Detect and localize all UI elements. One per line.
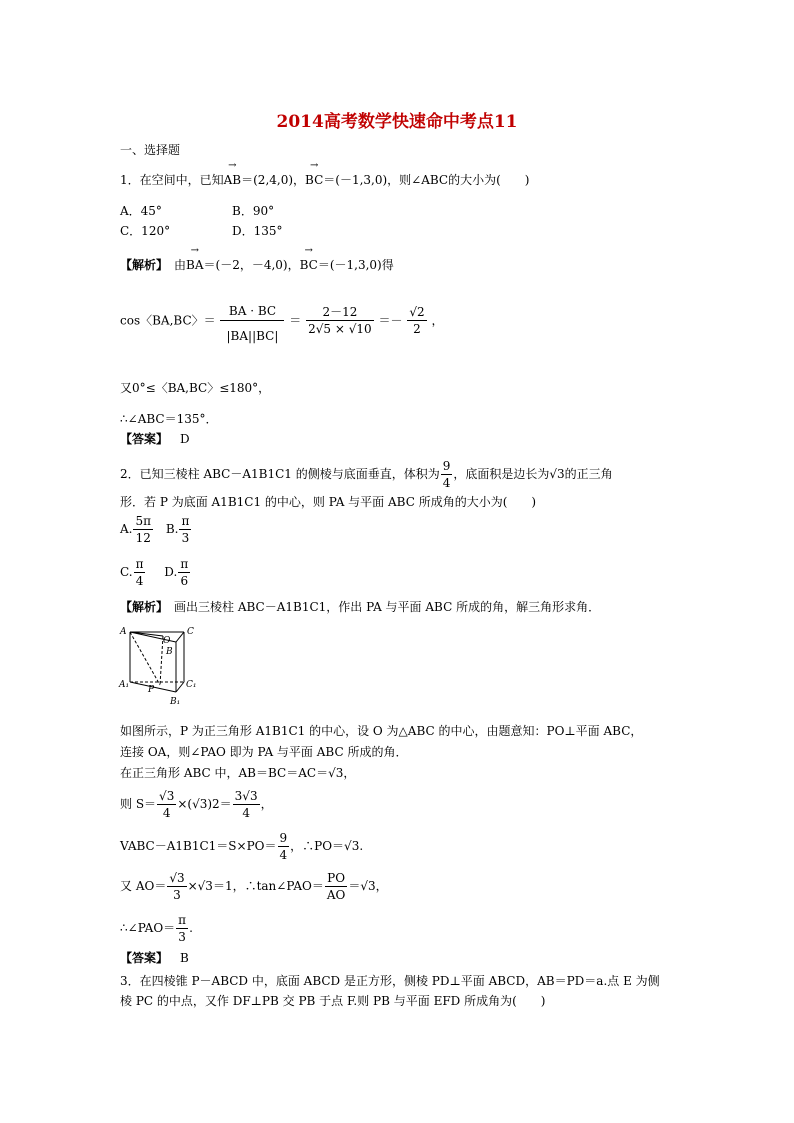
- vector-bc: → BC: [305, 172, 323, 188]
- area-fraction-2: $\frac{3√3}{4}$: [234, 789, 258, 820]
- page-title: 2014高考数学快速命中考点11: [276, 112, 518, 132]
- q2-solution-start: 【解析】 画出三棱柱 ABC－A1B1C1，作出 PA 与平面 ABC 所成的角，解三角形求角．: [120, 600, 601, 614]
- vector-bc-2: → BC: [300, 257, 318, 273]
- q1-options-row2: [120, 223, 283, 239]
- q2-options-row2: C. $\frac{\pi}{4}$ D. $\frac{\pi}{6}$: [120, 557, 189, 588]
- label-a1: A₁: [119, 680, 130, 690]
- cos-fraction-2: $\frac{2-12}{2√5 \times √10}$: [308, 305, 372, 336]
- label-o: O: [163, 636, 171, 646]
- q3-stem-line1: 3．在四棱锥 P－ABCD 中，底面 ABCD 是正方形，侧棱 PD⊥平面 ABCD，AB＝PD＝a.点 E 为侧: [120, 974, 660, 988]
- q2-solution-line7: ∴∠PAO＝ $\frac{\pi}{3}$ .: [120, 913, 193, 944]
- answer-label: 【答案】: [120, 432, 169, 446]
- section-heading: 一、选择题: [120, 143, 181, 157]
- edge-b-c: [176, 632, 184, 642]
- edge-b1-c1: [176, 682, 184, 692]
- q2-stem-line1: 2．已知三棱柱 ABC－A1B1C1 的侧棱与底面垂直，体积为 $\frac{9}{4}$ ，底面积是边长为√3的正三角: [120, 459, 613, 490]
- ao-fraction: $\frac{√3}{3}$: [169, 871, 185, 902]
- volume-fraction: $\frac{9}{4}$: [442, 459, 451, 490]
- answer-value: B: [180, 951, 189, 965]
- cos-fraction-1: $\frac{BA \cdot BC}{|BA||BC|}$: [220, 298, 284, 343]
- q2-option-b: $\frac{\pi}{3}$: [181, 514, 190, 545]
- label-c1: C₁: [186, 680, 197, 690]
- q1-option-c: C．120°: [120, 224, 171, 238]
- q1-range-line: 又0°≤〈BA,BC〉≤180°，: [120, 381, 271, 395]
- q1-cos-equation: cos〈BA,BC〉＝ $\frac{BA \cdot BC}{|BA||BC|}$ ＝ $\frac{2-12}{2√5 \times √10}$ ＝－ $\frac{√2}{2}$ ，: [120, 298, 443, 343]
- q2-stem-line2: 形．若 P 为底面 A1B1C1 的中心，则 PA 与平面 ABC 所成角的大小为( ): [120, 495, 537, 509]
- q1-option-d: D．135°: [232, 224, 283, 238]
- vector-ab: → AB: [224, 172, 241, 188]
- label-a: A: [120, 627, 127, 637]
- segment-a-p: [130, 632, 160, 685]
- area-fraction-1: $\frac{√3}{4}$: [159, 789, 175, 820]
- q2-options-row1: A. $\frac{5\pi}{12}$ B. $\frac{\pi}{3}$: [120, 514, 190, 545]
- tan-fraction: $\frac{PO}{AO}$: [326, 871, 346, 902]
- vector-ba: → BA: [186, 257, 203, 273]
- jiexi-label: 【解析】: [120, 258, 163, 272]
- label-b: B: [166, 647, 173, 657]
- q2-solution-line6: 又 AO＝ $\frac{√3}{3}$ ×√3＝1，∴tan∠PAO＝ $\frac{PO}{AO}$ ＝√3，: [120, 871, 388, 902]
- q1-answer: [120, 431, 190, 447]
- q1-options-row1: [120, 203, 275, 219]
- answer-value: D: [180, 432, 190, 446]
- q1-option-a: A．45°: [120, 204, 162, 218]
- q2-option-d: $\frac{\pi}{6}$: [180, 557, 189, 588]
- label-b1: B₁: [170, 697, 181, 707]
- q2-solution-line2: 连接 OA，则∠PAO 即为 PA 与平面 ABC 所成的角．: [120, 745, 408, 759]
- label-c: C: [187, 627, 194, 637]
- cos-fraction-3: $\frac{√2}{2}$: [409, 305, 425, 336]
- angle-fraction: $\frac{\pi}{3}$: [178, 913, 187, 944]
- q2-solution-line4: 则 S＝ $\frac{√3}{4}$ ×(√3)2＝ $\frac{3√3}{4}$ ，: [120, 789, 273, 820]
- volume-fraction-2: $\frac{9}{4}$: [279, 831, 288, 862]
- q3-stem-line2: 棱 PC 的中点，又作 DF⊥PB 交 PB 于点 F.则 PB 与平面 EFD 所成角为( ): [120, 994, 546, 1008]
- prism-diagram: [118, 624, 204, 716]
- answer-label: 【答案】: [120, 951, 169, 965]
- q2-solution-line1: 如图所示，P 为正三角形 A1B1C1 的中心，设 O 为△ABC 的中心，由题意知：PO⊥平面 ABC，: [120, 724, 643, 738]
- label-p: P: [148, 685, 155, 695]
- q2-solution-line3: 在正三角形 ABC 中，AB＝BC＝AC＝√3，: [120, 766, 356, 780]
- jiexi-label: 【解析】: [120, 600, 163, 614]
- q2-solution-line5: VABC－A1B1C1＝S×PO＝ $\frac{9}{4}$ ，∴PO＝√3.: [120, 831, 364, 862]
- q2-option-a: $\frac{5\pi}{12}$: [135, 514, 152, 545]
- q1-solution-start: 【解析】 由→ BA＝(－2，－4,0)，→ BC＝(－1,3,0)得: [120, 257, 394, 273]
- q1-conclusion: ∴∠ABC＝135°．: [120, 412, 218, 426]
- q1-stem: 1．在空间中，已知→ AB＝(2,4,0)，→ BC＝(－1,3,0)，则∠ABC的大小为( ): [120, 172, 529, 188]
- q2-option-c: $\frac{\pi}{4}$: [135, 557, 144, 588]
- q2-answer: [120, 950, 189, 966]
- q1-option-b: B．90°: [232, 204, 275, 218]
